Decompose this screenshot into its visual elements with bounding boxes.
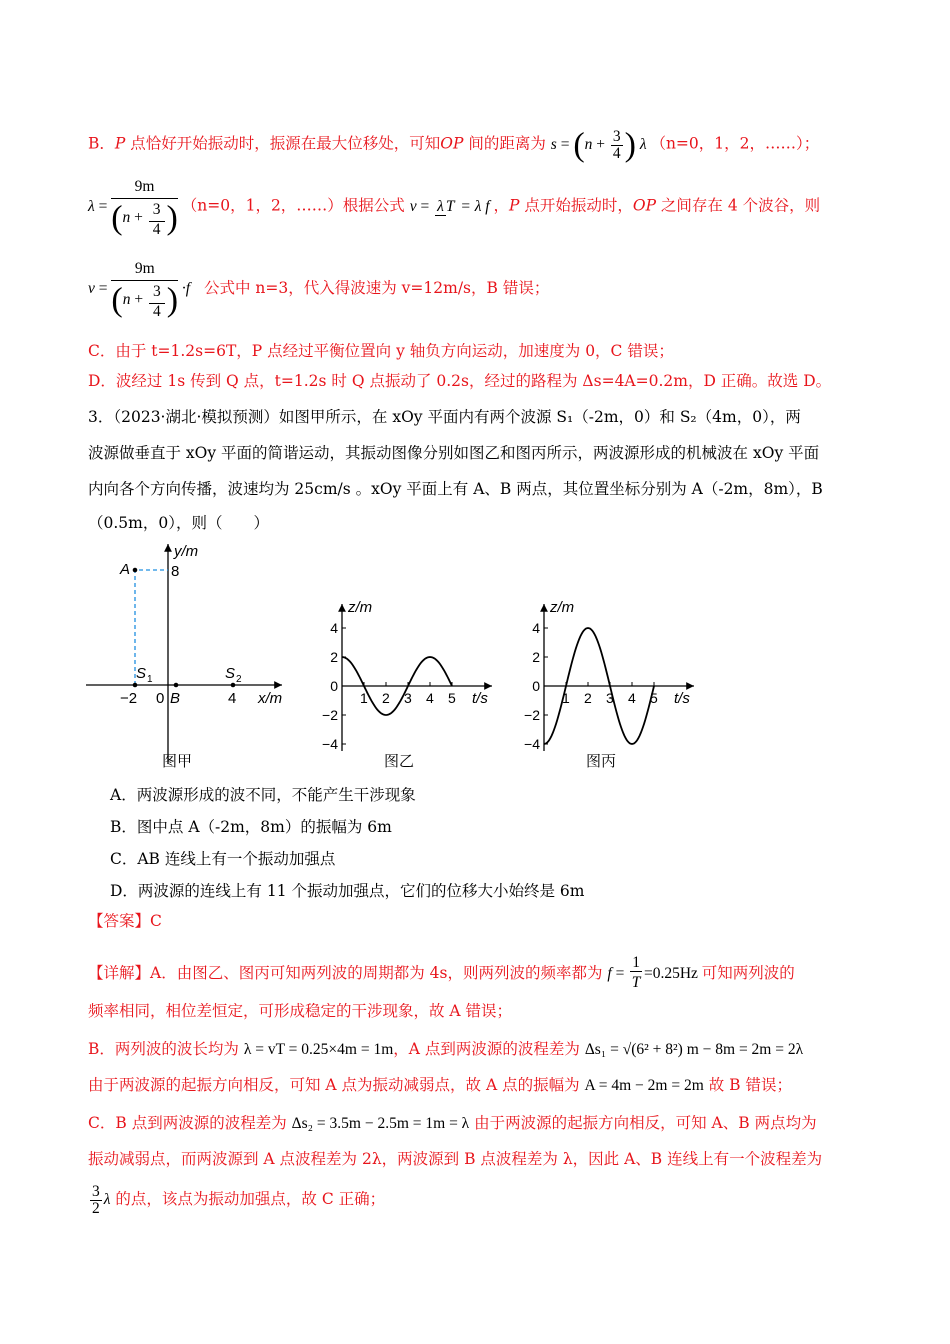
detail-line4: 由于两波源的起振方向相反，可知 A 点为振动减弱点，故 A 点的振幅为 A = 4m − 2m = 2m 故 B 错误； [88,1076,792,1094]
yi-xtick-label-2: 3 [404,690,412,706]
bing-caption: 图丙 [586,753,617,770]
formula-v: v = 9m (n + $\frac{3}{4}$ ) ·f [88,260,191,320]
explanation-b-line1: B．P 点恰好开始振动时，振源在最大位移处，可知OP 间的距离为 s = (n + $\frac{3}{4}$ ) λ （n=0，1，2，……）； [88,126,820,163]
point-b [174,683,179,688]
bing-ytick-label-2: 0 [532,678,540,694]
bing-xtick-label-0: 1 [562,690,570,706]
formula-amplitude: A = 4m − 2m = 2m [584,1077,704,1094]
bing-xtick-label-4: 5 [650,690,658,706]
point-s1 [133,683,138,688]
label-s2-sub: 2 [236,674,242,685]
yi-xtick-label-3: 4 [426,690,434,706]
label-x4: 4 [228,690,237,707]
label-a: A [120,561,131,578]
explanation-c: C．由于 t=1.2s=6T，P 点经过平衡位置向 y 轴负方向运动，加速度为 0，C 错误； [88,342,674,360]
answer: 【答案】C [88,912,162,930]
formula-v-lambda-f: v = λ T = λ f [409,197,490,215]
detail-line7: $\frac{3}{2}$ λ 的点，该点为振动加强点，故 C 正确； [88,1184,385,1217]
label-xm2: −2 [120,690,138,707]
label-x0: 0 [156,690,165,707]
bing-ytick-label-4: −4 [524,736,540,752]
formula-lambda: λ = 9m (n + $\frac{3}{4}$ ) [88,178,178,238]
question3-line3: 内向各个方向传播，波速均为 25cm/s 。xOy 平面上有 A、B 两点，其位置坐标分别为 A（-2m，8m），B [88,480,823,498]
bing-ytick-label-0: 4 [532,620,540,636]
formula-lambda-value: λ = vT = 0.25×4m = 1m [243,1041,394,1058]
y-label: y/m [174,543,199,560]
detail-line6: 振动减弱点，而两波源到 A 点波程差为 2λ，两波源到 B 点波程差为 λ，因此 A、B 连线上有一个波程差为 [88,1150,823,1168]
explanation-b-line2: λ = 9m (n + $\frac{3}{4}$ ) （n=0，1，2，……）根据公式 v = λ T = λ f ，P 点开始振动时，OP 之间存在 4 个波谷，则 [88,178,821,238]
yi-z-label: z/m [348,599,373,616]
formula-three-halves: $\frac{3}{2}$ λ [92,1183,111,1217]
option-c[interactable]: C．AB 连线上有一个振动加强点 [110,850,336,868]
yi-xtick-label-1: 2 [382,690,390,706]
bing-ytick-label-3: −2 [524,707,540,723]
explanation-b-line3: v = 9m (n + $\frac{3}{4}$ ) ·f 公式中 n=3，代入得波速为 v=12m/s，B 错误； [88,260,550,320]
yi-caption: 图乙 [384,753,415,770]
question3-line1: 3．（2023·湖北·模拟预测）如图甲所示，在 xOy 平面内有两个波源 S₁（-2m，0）和 S₂（4m，0），两 [88,408,801,426]
formula-delta-s1: Δs₁ = √(6² + 8²) m − 8m = 2m = 2λ [584,1041,804,1058]
bing-t-label: t/s [674,690,690,707]
bing-ytick-label-1: 2 [532,649,540,665]
detail-line5: C．B 点到两波源的波程差为 Δs₂ = 3.5m − 2.5m = 1m = λ 由于两波源的起振方向相反，可知 A、B 两点均为 [88,1114,817,1132]
formula-f: f = $\frac{1}{T} =0.25Hz$ [607,954,698,991]
label-s1: S [136,665,147,682]
yi-ytick-label-3: −2 [322,707,338,723]
explanation-d: D．波经过 1s 传到 Q 点，t=1.2s 时 Q 点振动了 0.2s，经过的路程为 Δs=4A=0.2m，D 正确。故选 D。 [88,372,832,390]
yi-xtick-label-4: 5 [448,690,456,706]
option-b[interactable]: B．图中点 A（-2m，8m）的振幅为 6m [110,818,392,836]
yi-ytick-label-4: −4 [322,736,338,752]
figure-yi [310,594,500,776]
formula-delta-s2: Δs₂ = 3.5m − 2.5m = 1m = λ [291,1115,470,1132]
question3-line4: （0.5m，0），则（ ） [88,514,269,532]
label-b: B [170,690,181,707]
detail-line3: B．两列波的波长均为 λ = vT = 0.25×4m = 1m，A 点到两波源的波程差为 Δs₁ = √(6² + 8²) m − 8m = 2m = 2λ [88,1040,804,1058]
figure-bing [512,594,702,776]
option-a[interactable]: A．两波源形成的波不同，不能产生干涉现象 [110,786,416,804]
bing-xtick-label-3: 4 [628,690,636,706]
label-s2: S [225,665,236,682]
option-d[interactable]: D．两波源的连线上有 11 个振动加强点，它们的位移大小始终是 6m [110,882,585,900]
x-label: x/m [258,690,283,707]
yi-xtick-label-0: 1 [360,690,368,706]
detail-line2: 频率相同，相位差恒定，可形成稳定的干涉现象，故 A 错误； [88,1002,513,1020]
bing-z-label: z/m [550,599,575,616]
yi-ytick-label-2: 0 [330,678,338,694]
formula-s: s = (n + $\frac{3}{4}$ ) λ [550,126,647,163]
point-a [133,568,138,573]
label-s1-sub: 1 [147,674,153,685]
detail-line1: 【详解】A．由图乙、图丙可知两列波的周期都为 4s，则两列波的频率都为 f = $\frac{1}{T} =0.25Hz$ 可知两列波的 [88,954,795,991]
bing-xtick-label-2: 3 [606,690,614,706]
caption-jia: 图甲 [162,753,193,770]
label-y8: 8 [171,563,180,580]
point-s2 [231,683,236,688]
yi-t-label: t/s [472,690,488,707]
bing-xtick-label-1: 2 [584,690,592,706]
yi-ytick-label-0: 4 [330,620,338,636]
question3-line2: 波源做垂直于 xOy 平面的简谐运动，其振动图像分别如图乙和图丙所示，两波源形成的机械波在 xOy 平面 [88,444,820,462]
figure-jia [86,536,296,776]
yi-ytick-label-1: 2 [330,649,338,665]
